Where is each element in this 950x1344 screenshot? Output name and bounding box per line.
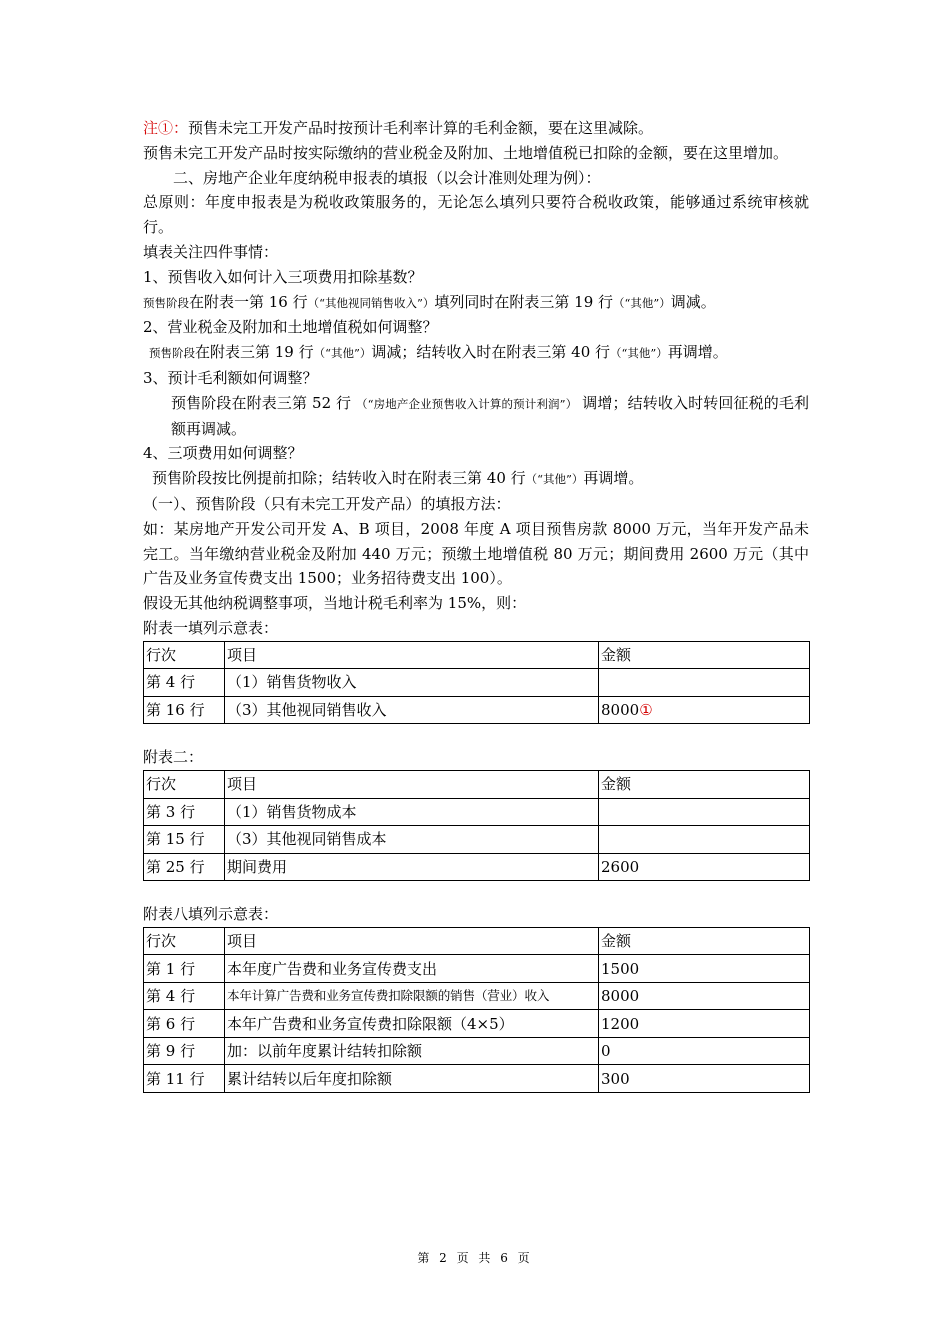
table-header-cell: 行次 [144,927,225,955]
focus-title: 填表关注四件事情： [143,242,279,261]
table-header-cell: 行次 [144,771,225,799]
table1 [143,641,810,725]
item-3-main-2: 调增；结转收入时转回征税的毛利额再调减。 [171,393,809,438]
table2-title: 附表二： [143,748,204,767]
item-4-main-1: 预售阶段按比例提前扣除；结转收入时在附表三第 40 行 [152,469,526,488]
note-line-1 [143,116,809,141]
principle-text: 总原则：年度申报表是为税收政策服务的，无论怎么填列只要符合税收政策，能够通过系统审核就行。 [143,193,809,237]
item-cell: （3）其他视同销售成本 [225,826,599,854]
table-header-cell: 金额 [599,641,810,669]
row-number-cell: 第 4 行 [144,982,225,1010]
item-3-question: 3、预计毛利额如何调整？ [143,368,318,387]
item-cell: （1）销售货物收入 [225,669,599,697]
table-header-cell: 项目 [225,771,599,799]
table-header-cell: 项目 [225,927,599,955]
amount-cell: 8000 [599,982,810,1010]
table2 [143,770,810,881]
table-row [144,696,810,724]
footnote-marker: ① [639,700,653,719]
assumption-text: 假设无其他纳税调整事项，当地计税毛利率为 15%，则： [143,594,527,613]
item-1-small-2: （“其他视同销售收入”） [307,295,435,310]
page-footer: 第 2 页 共 6 页 [417,1251,533,1265]
table-header-cell: 项目 [225,641,599,669]
table3 [143,927,810,1093]
amount-cell: 300 [599,1065,810,1093]
row-number-cell: 第 3 行 [144,798,225,826]
table-row [144,798,810,826]
item-2-question: 2、营业税金及附加和土地增值税如何调整？ [143,318,438,337]
table3-title: 附表八填列示意表： [143,905,279,924]
item-2-main-3: 再调增。 [667,343,728,362]
item-3-main-1: 预售阶段在附表三第 52 行 [171,393,352,412]
table-header-row [144,927,810,955]
section-title: 二、房地产企业年度纳税申报表的填报（以会计准则处理为例）： [173,168,601,187]
table-header-row [144,641,810,669]
item-2-small-2: （“其他”） [313,346,372,361]
item-cell: 期间费用 [225,853,599,881]
row-number-cell: 第 15 行 [144,826,225,854]
amount-cell [599,798,810,826]
presale-title: （一）、预售阶段（只有未完工开发产品）的填报方法： [143,494,511,513]
item-cell: 本年计算广告费和业务宣传费扣除限额的销售（营业）收入 [225,982,599,1010]
amount-cell: 1500 [599,955,810,983]
note-text-1: 预售未完工开发产品时按预计毛利率计算的毛利金额，要在这里减除。 [188,119,654,137]
item-2-small-1: 预售阶段 [149,346,195,361]
item-1-main-3: 调减。 [670,292,716,311]
amount-cell: 0 [599,1037,810,1065]
item-1-main-2: 填列同时在附表三第 19 行 [434,292,614,311]
item-4-question: 4、三项费用如何调整？ [143,444,303,463]
item-1-small-1: 预售阶段 [143,295,189,310]
row-number-cell: 第 1 行 [144,955,225,983]
table-row [144,826,810,854]
table-header-cell: 金额 [599,771,810,799]
example-text: 如：某房地产开发公司开发 A、B 项目，2008 年度 A 项目预售房款 8000 万元，当年开发产品未完工。当年缴纳营业税金及附加 440 万元；预缴土地增值税 80 万元；期间费用 2600 万元（其中广告及业务宣传费支出 1500；业务招待费支出 100）。 [143,519,809,588]
table-row [144,955,810,983]
table-row [144,853,810,881]
table-row [144,1065,810,1093]
item-cell: 加：以前年度累计结转扣除额 [225,1037,599,1065]
amount-value: 8000 [601,700,640,719]
row-number-cell: 第 9 行 [144,1037,225,1065]
amount-cell: 2600 [599,853,810,881]
item-2-answer [143,340,809,366]
table1-title: 附表一填列示意表： [143,618,279,637]
table-header-row [144,771,810,799]
item-4-main-2: 再调增。 [583,469,644,488]
note-label: 注①： [143,119,189,137]
amount-cell [599,826,810,854]
table-row [144,1037,810,1065]
item-cell: 本年广告费和业务宣传费扣除限额（4×5） [225,1010,599,1038]
item-1-question: 1、预售收入如何计入三项费用扣除基数？ [143,267,423,286]
amount-cell: 1200 [599,1010,810,1038]
row-number-cell: 第 4 行 [144,669,225,697]
row-number-cell: 第 25 行 [144,853,225,881]
table-header-cell: 金额 [599,927,810,955]
item-cell: 累计结转以后年度扣除额 [225,1065,599,1093]
item-cell: 本年度广告费和业务宣传费支出 [225,955,599,983]
item-4-small-1: （“其他”） [525,472,584,487]
row-number-cell: 第 11 行 [144,1065,225,1093]
item-2-main-2: 调减；结转收入时在附表三第 40 行 [371,343,611,362]
amount-cell [599,696,810,724]
note-line-2: 预售未完工开发产品时按实际缴纳的营业税金及附加、土地增值税已扣除的金额，要在这里增加。 [143,143,789,162]
table-row [144,982,810,1010]
item-4-answer [143,466,809,492]
item-3-small-1: （“房地产企业预售收入计算的预计利润”） [356,396,578,411]
table-row [144,669,810,697]
item-cell: （1）销售货物成本 [225,798,599,826]
item-cell: （3）其他视同销售收入 [225,696,599,724]
item-1-answer [143,290,809,316]
document-body [143,116,809,1093]
table-header-cell: 行次 [144,641,225,669]
item-2-small-3: （“其他”） [610,346,668,361]
item-2-main-1: 在附表三第 19 行 [195,343,314,362]
item-3-answer [143,391,809,442]
amount-cell [599,669,810,697]
row-number-cell: 第 6 行 [144,1010,225,1038]
item-1-main-1: 在附表一第 16 行 [189,292,308,311]
item-1-small-3: （“其他”） [613,295,671,310]
table-row [144,1010,810,1038]
row-number-cell: 第 16 行 [144,696,225,724]
